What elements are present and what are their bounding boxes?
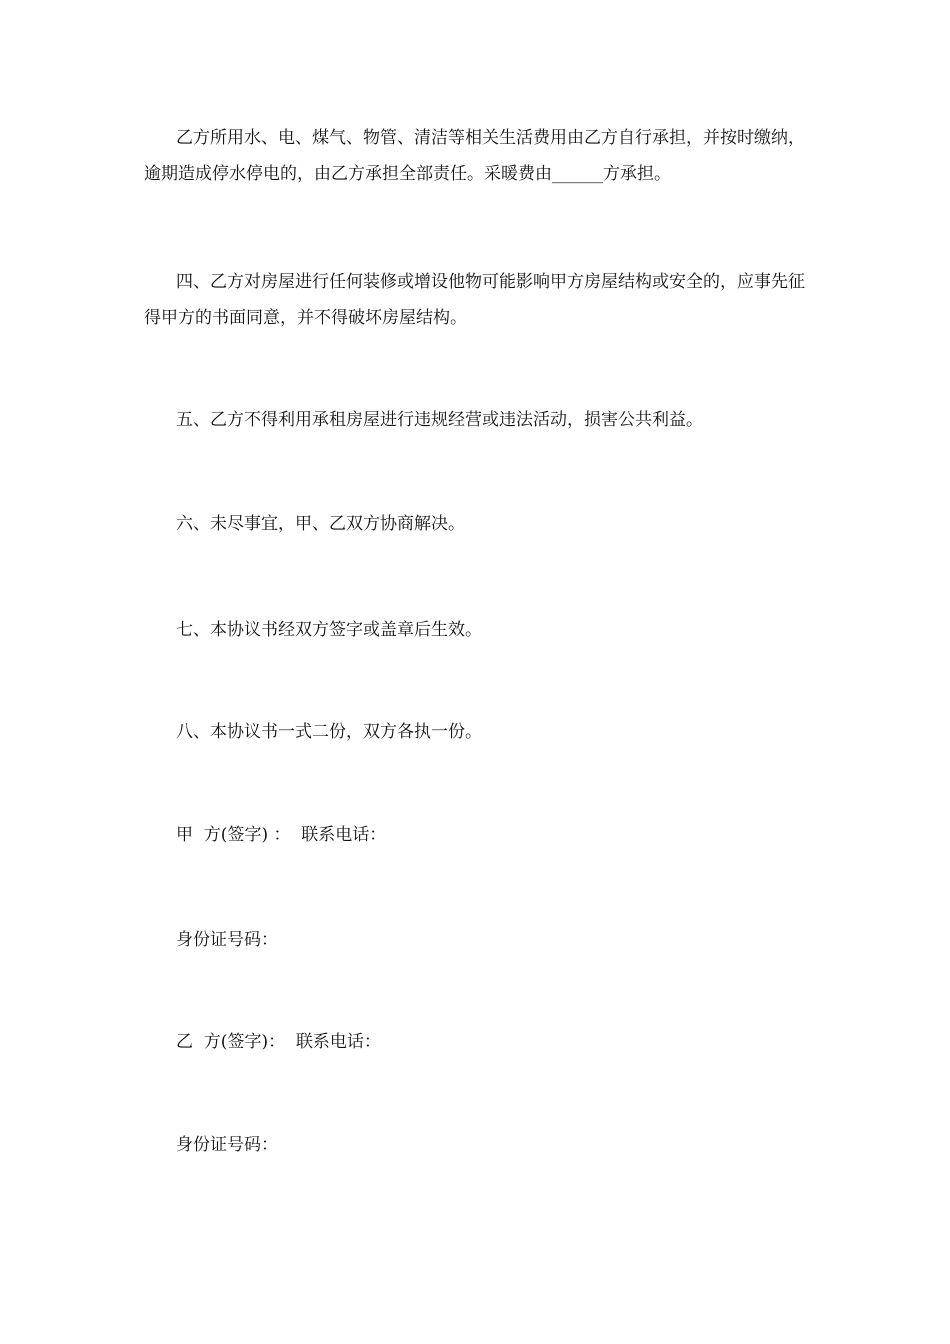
paragraph-utilities: 乙方所用水、电、煤气、物管、清洁等相关生活费用由乙方自行承担，并按时缴纳，逾期造成停水停电的，由乙方承担全部责任。采暖费由______方承担。 xyxy=(144,128,805,184)
paragraph-clause-six: 六、未尽事宜，甲、乙双方协商解决。 xyxy=(176,514,465,534)
party-b-id-number-line: 身份证号码： xyxy=(176,1135,278,1155)
paragraph-clause-seven: 七、本协议书经双方签字或盖章后生效。 xyxy=(176,620,482,640)
paragraph-clause-five: 五、乙方不得利用承租房屋进行违规经营或违法活动，损害公共利益。 xyxy=(176,410,703,430)
party-b-signature-line: 乙 方(签字)： 联系电话： xyxy=(176,1032,381,1052)
paragraph-clause-eight: 八、本协议书一式二份，双方各执一份。 xyxy=(176,722,482,742)
party-a-id-number-line: 身份证号码： xyxy=(176,930,278,950)
paragraph-clause-four: 四、乙方对房屋进行任何装修或增设他物可能影响甲方房屋结构或安全的，应事先征得甲方的书面同意，并不得破坏房屋结构。 xyxy=(144,272,805,328)
party-a-signature-line: 甲 方(签字) ： 联系电话： xyxy=(176,825,387,845)
